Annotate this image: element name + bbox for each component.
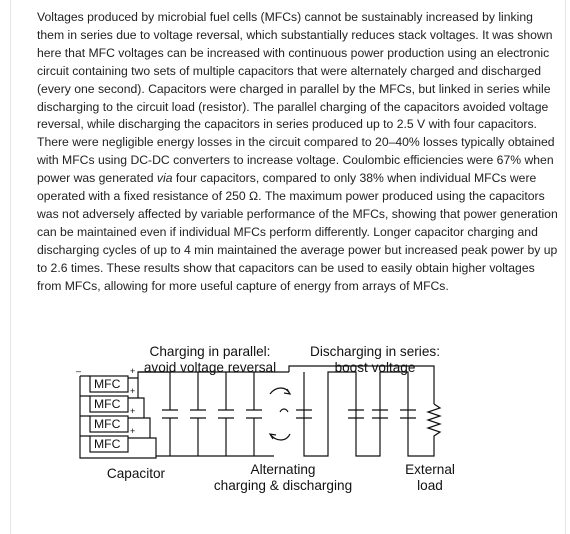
mfc-label-4: MFC <box>94 437 121 451</box>
discharging-title: Discharging in series: <box>310 344 440 359</box>
charging-subtitle: avoid voltage reversal <box>143 360 277 375</box>
graphical-abstract <box>74 338 474 508</box>
plus-marker-3: + <box>130 406 136 416</box>
abstract-via: via <box>156 171 173 186</box>
discharging-subtitle: boost voltage <box>334 360 416 375</box>
abstract-text <box>37 9 559 296</box>
alternating-line1: Alternating <box>250 462 316 477</box>
plus-marker-2: + <box>130 386 136 396</box>
charging-title: Charging in parallel: <box>149 344 271 359</box>
abstract-part1: Voltages produced by microbial fuel cells (MFCs) cannot be sustainably increased by linking them in series due to voltage reversal, which substantially reduces stack voltages. It was shown here that MFC voltages can be increased with continuous power production using an electronic circuit containing two sets of multiple capacitors that were alternately charged and discharged (every one second). Capacitors were charged in parallel by the MFCs, but linked in series while discharging to the circuit load (resistor). The parallel charging of the capacitors avoided voltage reversal, while discharging the capacitors in series produced up to 2.5 V with four capacitors. There were negligible energy losses in the circuit compared to 20–40% losses typically obtained with MFCs using DC-DC converters to increase voltage. Coulombic efficiencies were 67% when power was generated <box>37 10 555 186</box>
mfc-label-3: MFC <box>94 417 121 431</box>
switch-arc-mid <box>280 409 288 412</box>
alternating-line2: charging & discharging <box>213 478 353 493</box>
mfc-label-2: MFC <box>94 397 121 411</box>
plus-marker-1: + <box>130 366 136 376</box>
load-line2: load <box>417 478 443 493</box>
plus-marker-4: + <box>130 426 136 436</box>
minus-marker: – <box>76 366 82 376</box>
capacitor-label: Capacitor <box>106 466 166 481</box>
mfc-label-1: MFC <box>94 377 121 391</box>
abstract-part2: four capacitors, compared to only 38% when individual MFCs were operated with a fixed resistance of 250 Ω. The maximum power produced using the capacitors was not adversely affected by variable performance of the MFCs, showing that power generation can be maintained even if individual MFCs perform differently. Longer capacitor charging and discharging cycles of up to 4 min maintained the average power but increased peak power by up to 2.6 times. These results show that capacitors can be used to easily obtain higher voltages from MFCs, allowing for more useful capture of energy from arrays of MFCs. <box>37 171 558 293</box>
load-resistor <box>420 404 440 456</box>
load-line1: External <box>405 462 455 477</box>
